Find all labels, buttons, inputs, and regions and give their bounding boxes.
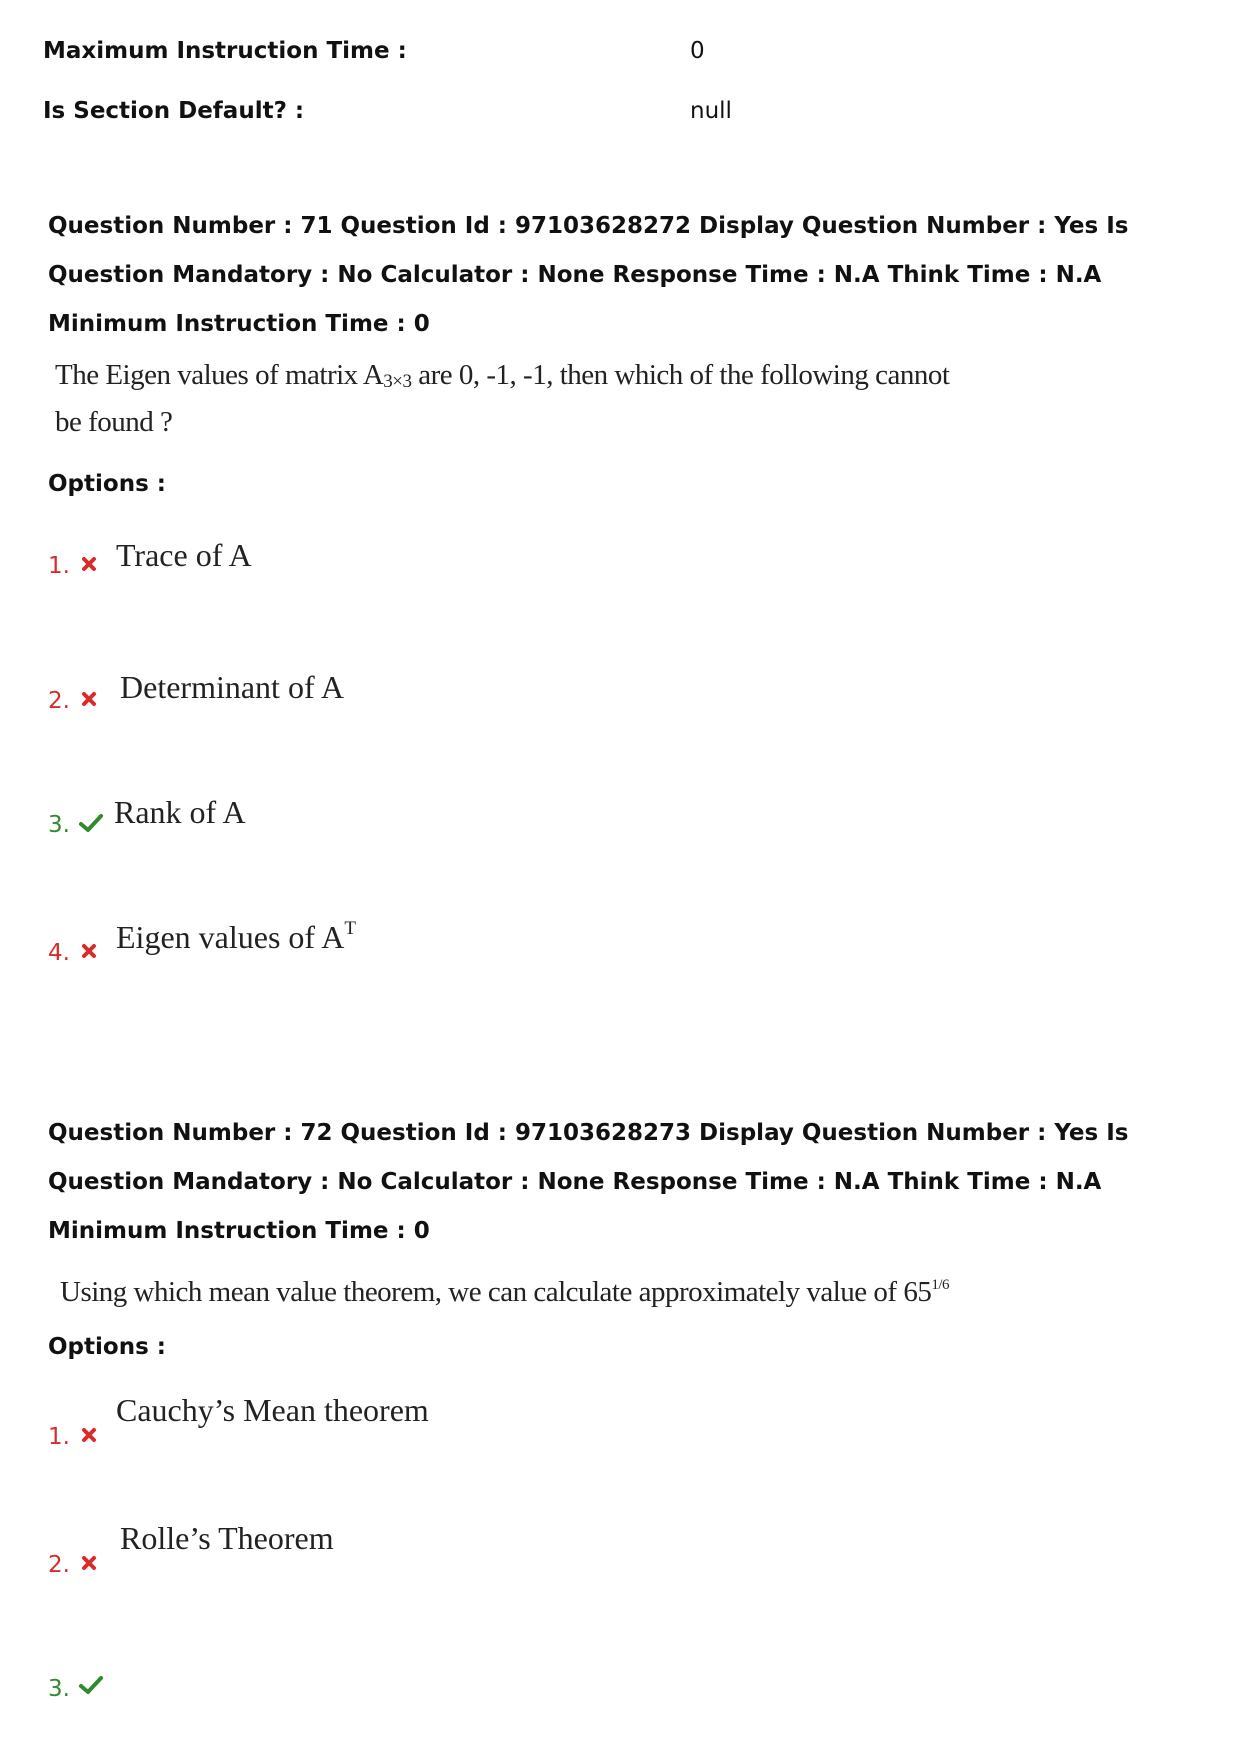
option-number: 2.: [48, 688, 70, 714]
question-71-meta: Question Number : 71 Question Id : 97103628272 Display Question Number : Yes Is Question Mandatory : No Calculator : None Response Time : N.A Think Time : N.A Minimum Instruction Time : 0: [48, 213, 1129, 337]
cross-icon: [78, 1424, 100, 1446]
question-72-meta: Question Number : 72 Question Id : 97103628273 Display Question Number : Yes Is Question Mandatory : No Calculator : None Response Time : N.A Think Time : N.A Minimum Instruction Time : 0: [48, 1120, 1129, 1244]
question-71-text: [55, 355, 949, 443]
option-number: 2.: [48, 1552, 70, 1578]
is-section-default-label: Is Section Default? :: [43, 98, 305, 124]
question-71-text-line2: be found ?: [55, 406, 173, 438]
is-section-default-value: null: [690, 98, 732, 124]
option-text: Cauchy’s Mean theorem: [116, 1392, 429, 1428]
question-72-option-2: [48, 1520, 848, 1596]
max-instruction-time-label: Maximum Instruction Time :: [43, 38, 407, 64]
question-71-option-3: [48, 796, 848, 856]
question-72-text-main: Using which mean value theorem, we can calculate approximately value of 65: [60, 1276, 932, 1308]
question-72-options-label: Options :: [48, 1334, 166, 1360]
option-number: 4.: [48, 940, 70, 966]
question-72-option-1: [48, 1392, 848, 1468]
cross-icon: [78, 1552, 100, 1574]
question-71-text-pre: The Eigen values of matrix A: [55, 359, 384, 391]
option-text: Rolle’s Theorem: [120, 1520, 334, 1556]
transpose-superscript: T: [344, 918, 356, 939]
max-instruction-time-value: 0: [690, 38, 705, 64]
option-number: 1.: [48, 553, 70, 579]
matrix-size-subscript: 3×3: [383, 371, 412, 392]
option-text: Determinant of A: [120, 669, 344, 705]
option-number: 3.: [48, 812, 70, 838]
option-text: Trace of A: [116, 537, 252, 573]
question-71-text-post: are 0, -1, -1, then which of the following cannot: [411, 359, 950, 391]
question-72-text: [60, 1265, 949, 1313]
question-71-option-2: [48, 669, 848, 732]
question-71-options-label: Options :: [48, 471, 166, 497]
question-71-option-4: [48, 918, 848, 984]
option-text: Rank of A: [114, 794, 246, 830]
cross-icon: [78, 940, 100, 962]
check-icon: [78, 812, 104, 834]
option-text-main: Eigen values of A: [116, 919, 345, 955]
question-71-option-1: [48, 537, 848, 597]
option-number: 3.: [48, 1676, 70, 1702]
cross-icon: [78, 553, 100, 575]
exponent-superscript: 1/6: [931, 1277, 949, 1293]
check-icon: [78, 1674, 104, 1696]
cross-icon: [78, 688, 100, 710]
option-text: [116, 918, 356, 956]
option-number: 1.: [48, 1424, 70, 1450]
question-72-option-3: [48, 1660, 848, 1720]
